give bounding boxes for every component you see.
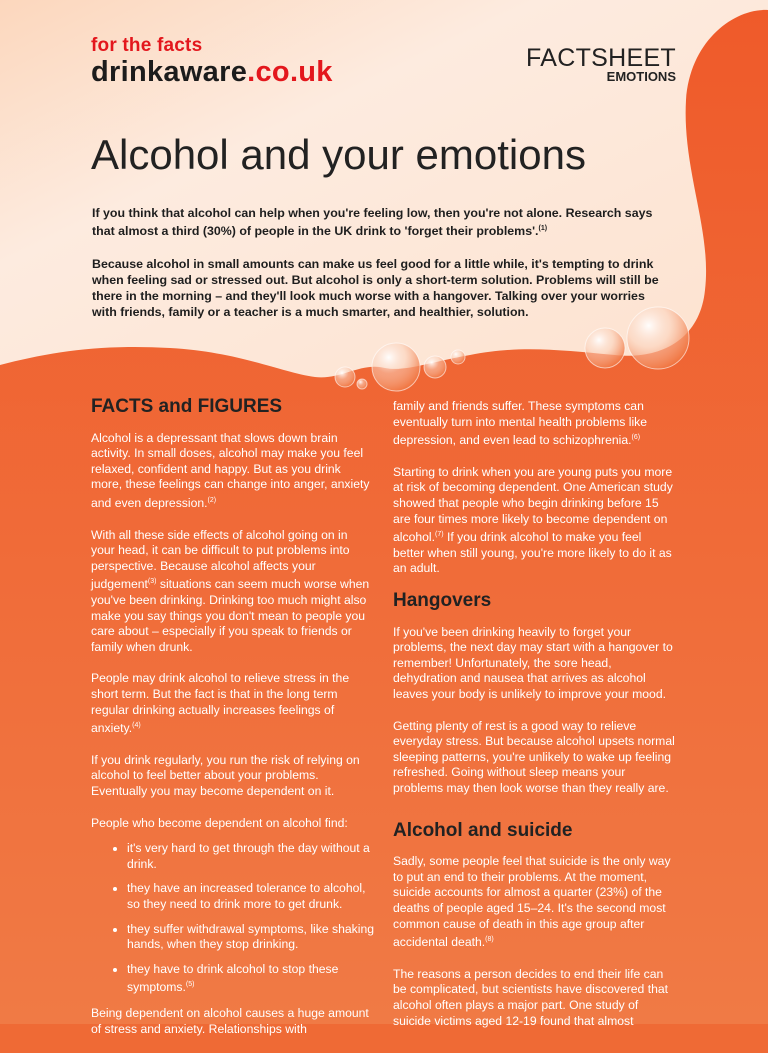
list-item: • they have an increased tolerance to alcohol, so they need to drink more to get drunk. [127, 881, 374, 912]
brand-site-suffix: .co.uk [247, 56, 333, 88]
suicide-paragraph-1: Sadly, some people feel that suicide is the only way to put an end to their problems. At the moment, suicide accounts for almost a quarter (23%) of the deaths of people aged 15–24. It's the second most common cause of death in this age group after accidental death.$^{(8)}$ [393, 854, 671, 950]
bubble-small [424, 356, 446, 378]
intro-paragraph-2: Because alcohol in small amounts can make us feel good for a little while, it's tempting to drink when feeling sad or stressed out. But alcohol is only a short-term solution. Problems will still be there in the morning – and they'll look much worse with a hangover. Talking over your worries with friends, family or a teacher is a much smarter, and healthier, solution. [92, 257, 659, 319]
intro-paragraph-1: If you think that alcohol can help when you're feeling low, then you're not alone. Research says that almost a third (30%) of people in the UK drink to 'forget their problems'.$^{(1)}$ [92, 206, 653, 239]
brand-tagline: for the facts [91, 35, 203, 56]
bubble-left [335, 367, 355, 387]
list-item: • it's very hard to get through the day without a drink. [127, 841, 374, 872]
dependency-list [91, 841, 374, 996]
factsheet-topic: EMOTIONS [606, 69, 676, 84]
brand-site-name: drinkaware [91, 56, 248, 88]
hangovers-paragraph-2: Getting plenty of rest is a good way to relieve everyday stress. But because alcohol upsets normal sleeping patterns, you're unlikely to wake up feeling refreshed. Going without sleep means your problems may then look worse than they really are. [393, 718, 675, 795]
right-paragraph-1: family and friends suffer. These symptoms can eventually turn into mental health problems like depression, and even lead to schizophrenia.$^{(6)}$ [393, 399, 648, 448]
factsheet-label: FACTSHEET [526, 44, 676, 72]
brand-logo[interactable] [91, 56, 333, 89]
facts-paragraph-2: With all these side effects of alcohol going on in your head, it can be difficult to put problems into perspective. Because alcohol affects your judgement$^{(3)}$ situations can seem much worse when you've been drinking. Drinking too much might also make you say things you don't mean to people you care about – especially if you speak to friends or family when drunk. [91, 527, 370, 654]
left-column [91, 396, 375, 1053]
list-item: • they have to drink alcohol to stop these symptoms.$^{(5)}$ [127, 962, 374, 996]
bubble-dot [357, 379, 367, 389]
facts-paragraph-3: People may drink alcohol to relieve stress in the short term. But the fact is that in the long term regular drinking actually increases feelings of anxiety.$^{(4)}$ [91, 671, 350, 736]
bubble-mid [585, 328, 625, 368]
right-column [393, 399, 675, 1045]
right-paragraph-2: Starting to drink when you are young puts you more at risk of becoming dependent. One American study showed that people who begin drinking before 15 are four times more likely to become dependent on alcohol.$^{(7)}$ If you drink alcohol to make you feel better when still young, you're more likely to do it as an adult. [393, 464, 673, 576]
list-item: • they suffer withdrawal symptoms, like shaking hands, when they stop drinking. [127, 922, 374, 953]
bubble-tiny [451, 350, 465, 364]
facts-paragraph-5: People who become dependent on alcohol find: [91, 815, 348, 830]
facts-paragraph-1: Alcohol is a depressant that slows down brain activity. In small doses, alcohol may make you feel relaxed, confident and happy. But as you drink more, these feelings can change into anger, anxiety and even depression.$^{(2)}$ [91, 430, 370, 511]
hangovers-heading: Hangovers [393, 590, 492, 612]
bubble-center [372, 343, 420, 391]
suicide-paragraph-2: The reasons a person decides to end their life can be complicated, but scientists have discovered that alcohol often plays a major part. One study of suicide victims aged 12-19 found that almost [393, 966, 669, 1028]
page-title: Alcohol and your emotions [91, 131, 586, 178]
facts-paragraph-6: Being dependent on alcohol causes a huge amount of stress and anxiety. Relationships with [91, 1006, 369, 1036]
hangovers-paragraph-1: If you've been drinking heavily to forget your problems, the next day may start with a hangover to remember! Unfortunately, the sore head, dehydration and nausea that arrives as alcohol leaves your body is unlikely to improve your mood. [393, 624, 673, 702]
suicide-heading: Alcohol and suicide [393, 819, 573, 841]
facts-paragraph-4: If you drink regularly, you run the risk of relying on alcohol to feel better about your problems. Eventually you may become dependent on it. [91, 752, 360, 799]
facts-figures-heading: FACTS and FIGURES [91, 396, 283, 417]
